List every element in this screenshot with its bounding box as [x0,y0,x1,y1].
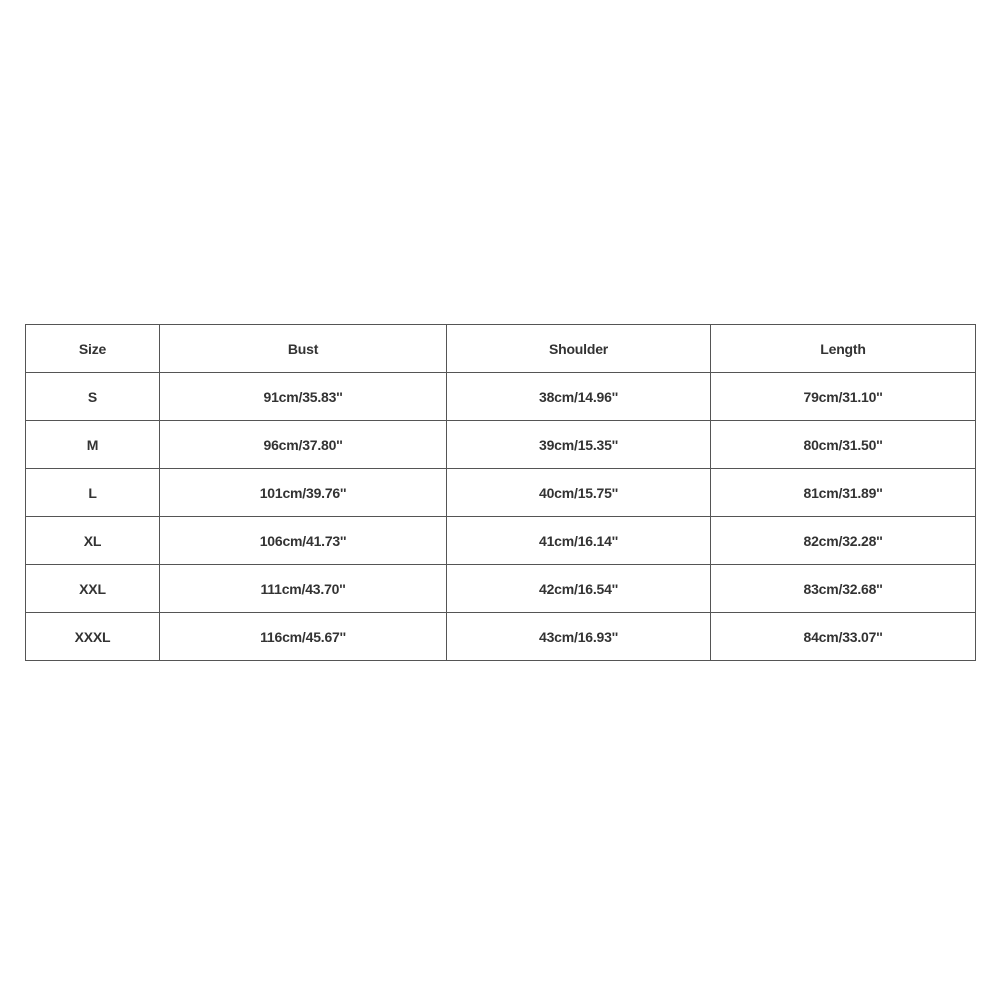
bust-cell: 96cm/37.80'' [160,421,447,469]
shoulder-cell: 41cm/16.14'' [447,517,711,565]
table-row [26,373,976,421]
size-cell: XL [26,517,160,565]
size-cell: S [26,373,160,421]
size-cell: L [26,469,160,517]
shoulder-cell: 42cm/16.54'' [447,565,711,613]
shoulder-cell: 40cm/15.75'' [447,469,711,517]
length-cell: 83cm/32.68'' [711,565,976,613]
table-row [26,565,976,613]
table-row [26,469,976,517]
length-cell: 84cm/33.07'' [711,613,976,661]
size-cell: XXXL [26,613,160,661]
shoulder-cell: 43cm/16.93'' [447,613,711,661]
bust-cell: 106cm/41.73'' [160,517,447,565]
header-bust: Bust [160,325,447,373]
length-cell: 79cm/31.10'' [711,373,976,421]
header-size: Size [26,325,160,373]
table-row [26,517,976,565]
table-row [26,421,976,469]
length-cell: 80cm/31.50'' [711,421,976,469]
header-length: Length [711,325,976,373]
bust-cell: 91cm/35.83'' [160,373,447,421]
length-cell: 82cm/32.28'' [711,517,976,565]
bust-cell: 111cm/43.70'' [160,565,447,613]
bust-cell: 101cm/39.76'' [160,469,447,517]
shoulder-cell: 39cm/15.35'' [447,421,711,469]
length-cell: 81cm/31.89'' [711,469,976,517]
size-cell: M [26,421,160,469]
shoulder-cell: 38cm/14.96'' [447,373,711,421]
table-row [26,613,976,661]
size-chart-table [25,324,976,661]
header-shoulder: Shoulder [447,325,711,373]
bust-cell: 116cm/45.67'' [160,613,447,661]
size-cell: XXL [26,565,160,613]
header-row [26,325,976,373]
